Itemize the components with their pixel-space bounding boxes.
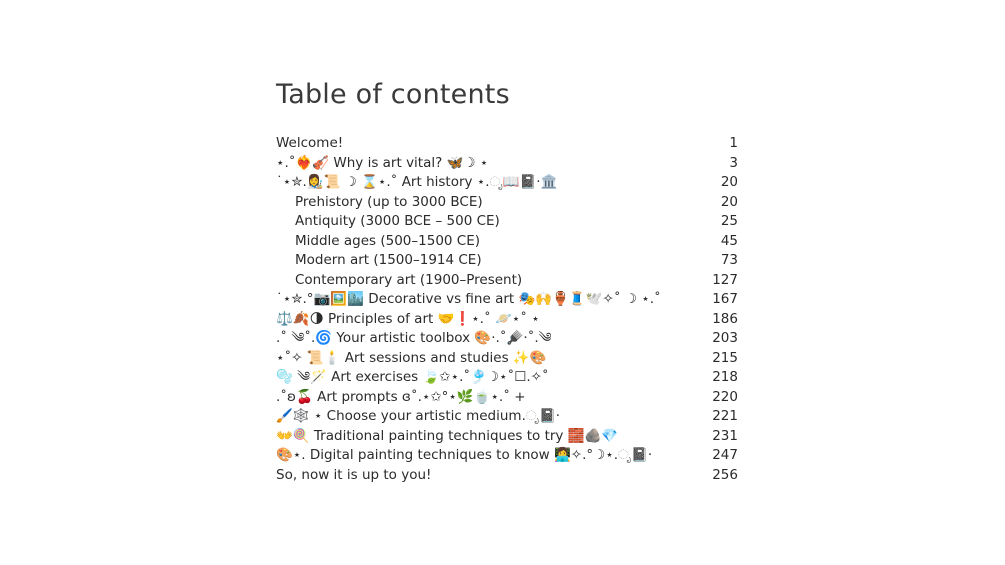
toc-list [276, 134, 738, 485]
toc-page-number: 186 [712, 310, 738, 327]
toc-entry[interactable] [276, 446, 738, 466]
toc-entry-label[interactable]: .˚ʚ🍒 Art prompts ɞ˚.⋆✩°⋆🌿🍵⋆.˚ + [276, 388, 526, 405]
toc-entry-label[interactable]: 🎨⋆. Digital painting techniques to know 👩‍💻✧.°☽⋆.ೃ📓· [276, 447, 653, 463]
toc-subentry[interactable] [276, 212, 738, 232]
toc-entry[interactable] [276, 349, 738, 369]
toc-entry[interactable] [276, 388, 738, 408]
toc-entry[interactable] [276, 173, 738, 193]
toc-entry-label[interactable]: Middle ages (500–1500 CE) [295, 232, 481, 249]
table-of-contents [276, 78, 738, 485]
toc-page-number: 256 [712, 466, 738, 483]
toc-entry-label[interactable]: 🖌️🕸️ ⋆ Choose your artistic medium.ೃ📓· [276, 408, 561, 424]
toc-page-number: 247 [712, 447, 738, 463]
toc-page-number: 231 [712, 427, 738, 444]
toc-entry[interactable] [276, 134, 738, 154]
toc-page-number: 45 [720, 232, 738, 249]
toc-entry[interactable] [276, 290, 738, 310]
toc-entry-label[interactable]: ⋆.˚❤️‍🔥🎻 Why is art vital? 🦋☽ ⋆ [276, 154, 489, 171]
toc-entry[interactable] [276, 368, 738, 388]
toc-entry[interactable] [276, 154, 738, 174]
toc-entry-label[interactable]: So, now it is up to you! [276, 466, 432, 483]
toc-subentry[interactable] [276, 193, 738, 213]
toc-entry[interactable] [276, 310, 738, 330]
toc-page-number: 73 [720, 252, 738, 268]
toc-page-number: 3 [729, 154, 738, 171]
toc-entry-label[interactable]: ˙⋆✮.°📷🖼️🏙️ Decorative vs fine art 🎭🙌🏺🧵🕊️✧˚ ☽ ⋆.˚ [276, 291, 661, 307]
toc-entry-label[interactable]: ⚖️🍂🌗 Principles of art 🤝❗⋆.˚ 🪐⋆˚ ⋆ [276, 310, 540, 327]
toc-entry-label[interactable]: ˙⋆✮.👩‍🎨📜 ☽ ⌛⋆.˚ Art history ⋆.ೃ📖📓·🏛️ [276, 174, 558, 190]
toc-page-number: 203 [712, 330, 738, 346]
toc-subentry[interactable] [276, 232, 738, 252]
toc-entry[interactable] [276, 427, 738, 447]
toc-entry-label[interactable]: Antiquity (3000 BCE – 500 CE) [295, 213, 500, 229]
toc-entry-label[interactable]: Welcome! [276, 135, 344, 151]
toc-page-number: 167 [712, 291, 738, 307]
toc-page-number: 1 [729, 135, 738, 151]
toc-page-number: 220 [712, 388, 738, 405]
toc-page-number: 221 [712, 408, 738, 424]
toc-page-number: 215 [712, 349, 738, 366]
toc-entry-label[interactable]: ⋆˚✧ 📜🕯️ Art sessions and studies ✨🎨 [276, 349, 547, 366]
toc-page-number: 218 [712, 369, 738, 385]
toc-subentry[interactable] [276, 271, 738, 291]
toc-entry-label[interactable]: .˚ ༄˚.🌀 Your artistic toolbox 🎨·.˚🪮·˚.༄ [276, 330, 552, 346]
toc-title: Table of contents [276, 79, 510, 110]
toc-entry-label[interactable]: 👐🍭 Traditional painting techniques to try 🧱🪨💎 [276, 427, 619, 444]
toc-entry-label[interactable]: Modern art (1500–1914 CE) [295, 252, 482, 268]
toc-page-number: 127 [712, 271, 738, 288]
toc-page-number: 20 [720, 174, 738, 190]
toc-subentry[interactable] [276, 251, 738, 271]
toc-page-number: 25 [720, 213, 738, 229]
toc-entry-label[interactable]: Prehistory (up to 3000 BCE) [295, 193, 483, 210]
toc-page-number: 20 [720, 193, 738, 210]
toc-entry[interactable] [276, 407, 738, 427]
toc-entry[interactable] [276, 329, 738, 349]
toc-entry-label[interactable]: 🫧 ༄🪄 Art exercises 🍃✩⋆.˚🎐☽⋆˚☐.✧˚ [276, 369, 549, 385]
toc-entry-label[interactable]: Contemporary art (1900–Present) [295, 271, 523, 288]
toc-entry[interactable] [276, 466, 738, 486]
